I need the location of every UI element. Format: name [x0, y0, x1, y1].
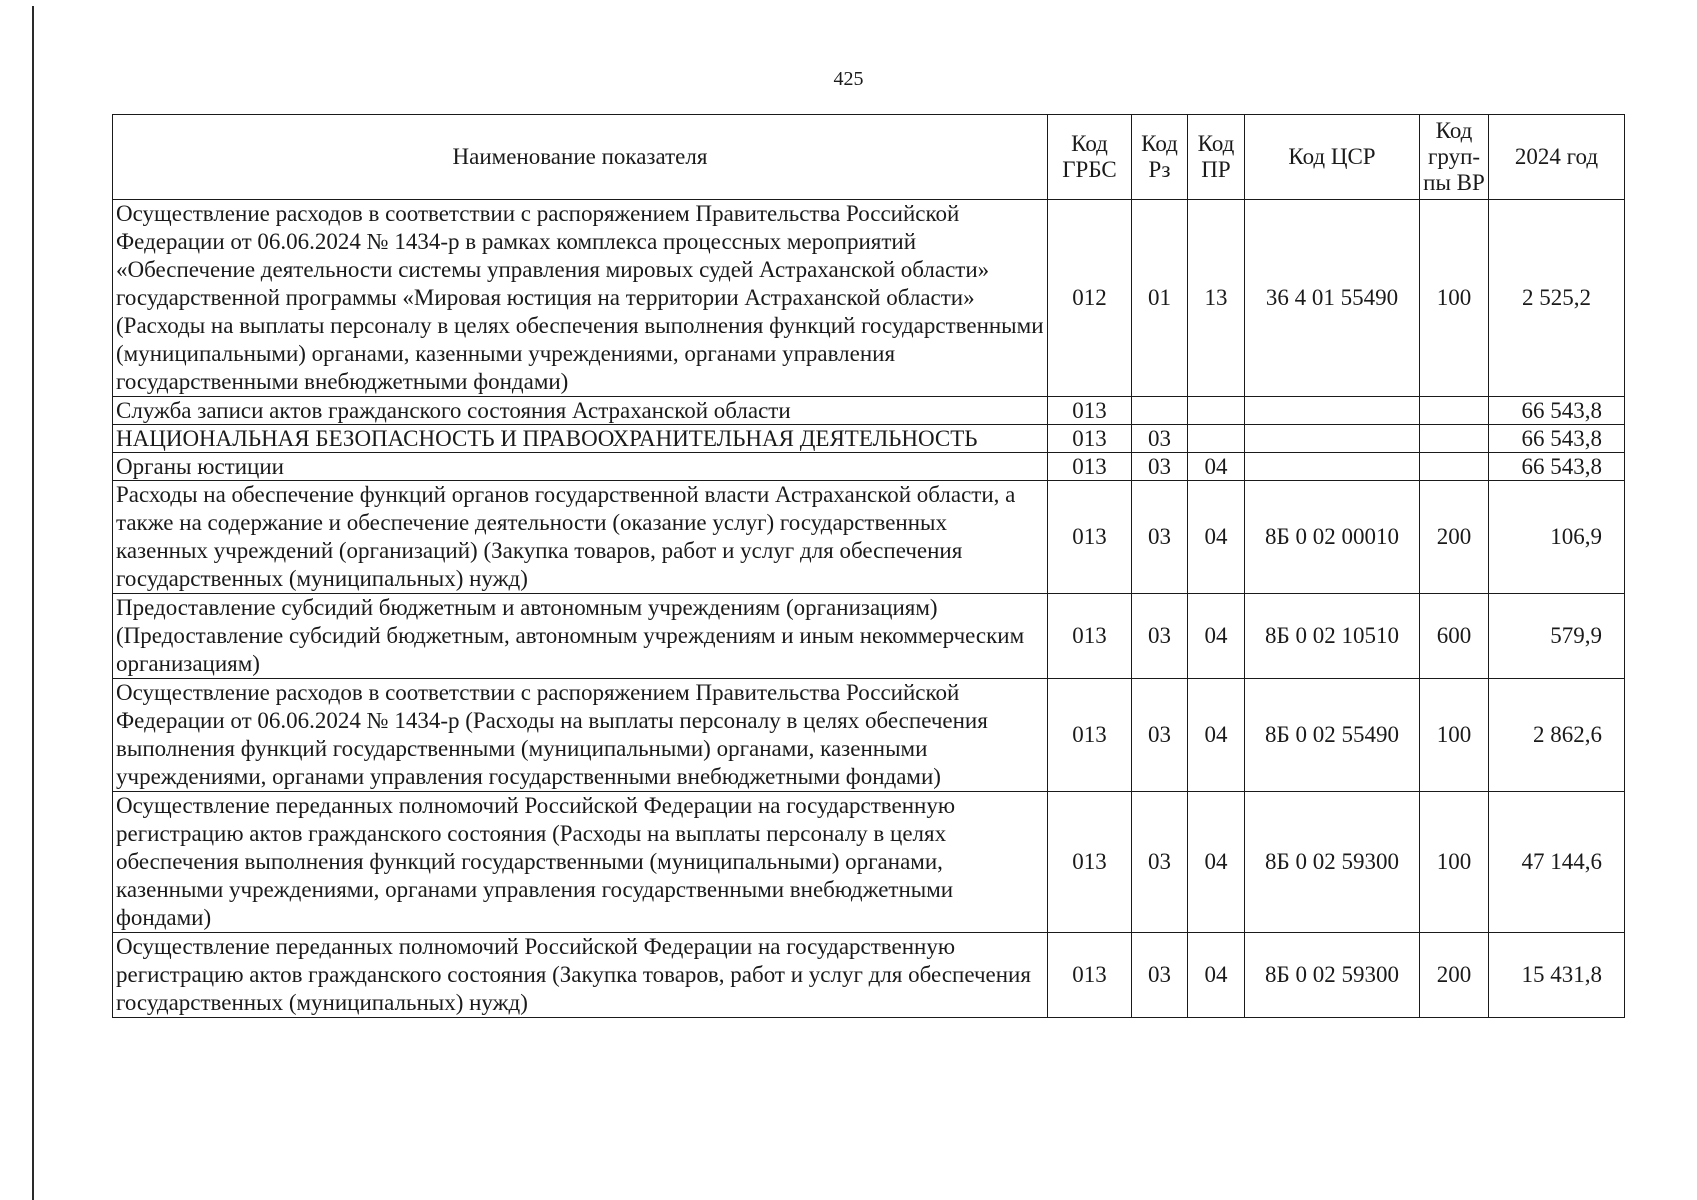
row-amount: 47 144,6 [1489, 792, 1625, 933]
row-rz: 01 [1132, 200, 1188, 397]
row-csr [1245, 453, 1420, 481]
table-row [113, 933, 1625, 1018]
header-pr: Код ПР [1188, 115, 1245, 200]
row-vr: 200 [1420, 933, 1489, 1018]
page-number: 425 [833, 68, 864, 90]
row-csr: 8Б 0 02 59300 [1245, 792, 1420, 933]
row-csr [1245, 425, 1420, 453]
table-row [113, 481, 1625, 594]
row-name: Осуществление переданных полномочий Российской Федерации на государственную регистрацию актов гражданского состояния (Закупка товаров, работ и услуг для обеспечения государственных (муниципальных) нужд) [113, 933, 1048, 1018]
row-grbs: 013 [1048, 594, 1132, 679]
row-name: Органы юстиции [113, 453, 1048, 481]
row-amount: 2 525,2 [1489, 200, 1625, 397]
header-rz: Код Рз [1132, 115, 1188, 200]
row-name: Предоставление субсидий бюджетным и автономным учреждениям (организациям) (Предоставление субсидий бюджетным, автономным учреждениям и иным некоммерческим организациям) [113, 594, 1048, 679]
header-grbs: Код ГРБС [1048, 115, 1132, 200]
row-grbs: 013 [1048, 453, 1132, 481]
row-csr: 36 4 01 55490 [1245, 200, 1420, 397]
row-pr: 04 [1188, 594, 1245, 679]
row-pr: 04 [1188, 679, 1245, 792]
row-vr: 100 [1420, 200, 1489, 397]
row-rz: 03 [1132, 679, 1188, 792]
row-rz: 03 [1132, 453, 1188, 481]
row-grbs: 013 [1048, 481, 1132, 594]
left-margin-line [32, 6, 34, 1200]
table-header-row [113, 115, 1625, 200]
budget-table [112, 114, 1625, 1018]
header-vr: Код груп-пы ВР [1420, 115, 1489, 200]
row-vr: 600 [1420, 594, 1489, 679]
table-row [113, 425, 1625, 453]
row-grbs: 013 [1048, 397, 1132, 425]
row-amount: 66 543,8 [1489, 425, 1625, 453]
row-vr [1420, 425, 1489, 453]
row-grbs: 013 [1048, 425, 1132, 453]
row-vr: 100 [1420, 792, 1489, 933]
row-grbs: 013 [1048, 679, 1132, 792]
row-amount: 2 862,6 [1489, 679, 1625, 792]
row-rz: 03 [1132, 933, 1188, 1018]
header-csr: Код ЦСР [1245, 115, 1420, 200]
row-vr: 200 [1420, 481, 1489, 594]
table-row [113, 453, 1625, 481]
row-pr: 04 [1188, 792, 1245, 933]
table-row [113, 792, 1625, 933]
row-rz [1132, 397, 1188, 425]
table-row [113, 200, 1625, 397]
row-pr: 04 [1188, 933, 1245, 1018]
row-rz: 03 [1132, 594, 1188, 679]
row-pr [1188, 397, 1245, 425]
row-rz: 03 [1132, 425, 1188, 453]
header-name: Наименование показателя [113, 115, 1048, 200]
row-grbs: 012 [1048, 200, 1132, 397]
row-amount: 15 431,8 [1489, 933, 1625, 1018]
row-amount: 66 543,8 [1489, 453, 1625, 481]
row-grbs: 013 [1048, 933, 1132, 1018]
row-amount: 106,9 [1489, 481, 1625, 594]
row-pr [1188, 425, 1245, 453]
header-year: 2024 год [1489, 115, 1625, 200]
table-row [113, 594, 1625, 679]
row-csr [1245, 397, 1420, 425]
row-pr: 13 [1188, 200, 1245, 397]
row-name: Служба записи актов гражданского состояния Астраханской области [113, 397, 1048, 425]
row-csr: 8Б 0 02 00010 [1245, 481, 1420, 594]
row-rz: 03 [1132, 481, 1188, 594]
row-vr: 100 [1420, 679, 1489, 792]
row-csr: 8Б 0 02 10510 [1245, 594, 1420, 679]
row-amount: 66 543,8 [1489, 397, 1625, 425]
row-amount: 579,9 [1489, 594, 1625, 679]
row-name: Расходы на обеспечение функций органов государственной власти Астраханской области, а также на содержание и обеспечение деятельности (оказание услуг) государственных казенных учреждений (организаций) (Закупка товаров, работ и услуг для обеспечения государственных (муниципальных) нужд) [113, 481, 1048, 594]
row-name: Осуществление расходов в соответствии с распоряжением Правительства Российской Федерации от 06.06.2024 № 1434-р (Расходы на выплаты персоналу в целях обеспечения выполнения функций государственными (муниципальными) органами, казенными учреждениями, органами управления государственными внебюджетными фондами) [113, 679, 1048, 792]
row-rz: 03 [1132, 792, 1188, 933]
row-grbs: 013 [1048, 792, 1132, 933]
row-vr [1420, 453, 1489, 481]
table-row [113, 397, 1625, 425]
row-pr: 04 [1188, 481, 1245, 594]
row-csr: 8Б 0 02 55490 [1245, 679, 1420, 792]
row-name: НАЦИОНАЛЬНАЯ БЕЗОПАСНОСТЬ И ПРАВООХРАНИТЕЛЬНАЯ ДЕЯТЕЛЬНОСТЬ [113, 425, 1048, 453]
row-pr: 04 [1188, 453, 1245, 481]
row-name: Осуществление переданных полномочий Российской Федерации на государственную регистрацию актов гражданского состояния (Расходы на выплаты персоналу в целях обеспечения выполнения функций государственными (муниципальными) органами, казенными учреждениями, органами управления государственными внебюджетными фондами) [113, 792, 1048, 933]
table-row [113, 679, 1625, 792]
row-csr: 8Б 0 02 59300 [1245, 933, 1420, 1018]
row-name: Осуществление расходов в соответствии с распоряжением Правительства Российской Федерации от 06.06.2024 № 1434-р в рамках комплекса процессных мероприятий «Обеспечение деятельности системы управления мировых судей Астраханской области» государственной программы «Мировая юстиция на территории Астраханской области» (Расходы на выплаты персоналу в целях обеспечения выполнения функций государственными (муниципальными) органами, казенными учреждениями, органами управления государственными внебюджетными фондами) [113, 200, 1048, 397]
row-vr [1420, 397, 1489, 425]
